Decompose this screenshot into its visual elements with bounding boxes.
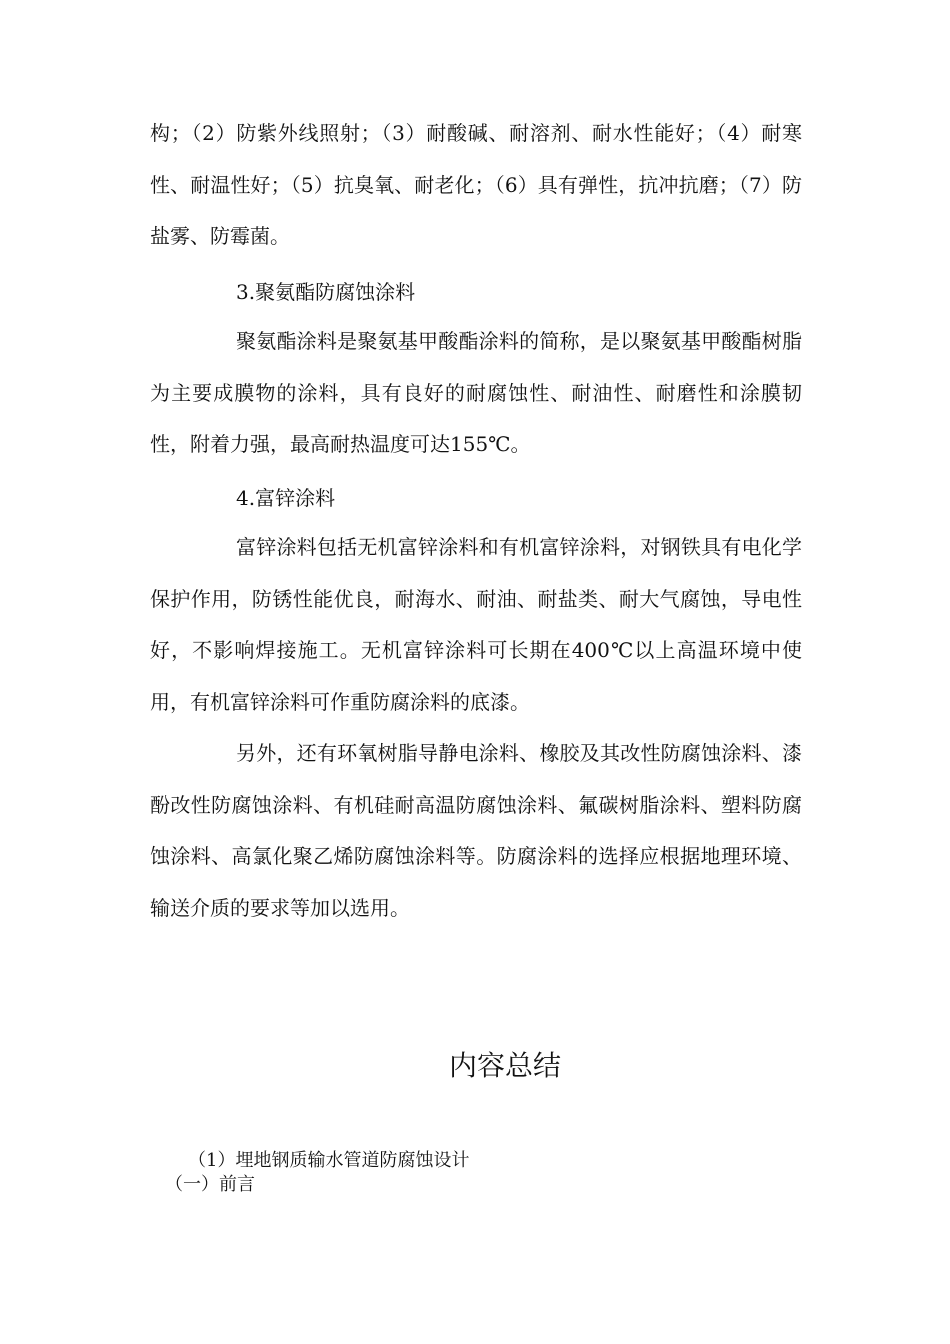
summary-title: 内容总结 xyxy=(448,1049,561,1082)
section3-paragraph: 聚氨酯涂料是聚氨基甲酸酯涂料的简称，是以聚氨基甲酸酯树脂为主要成膜物的涂料，具有良好的耐腐蚀性、耐油性、耐磨性和涂膜韧性，附着力强，最高耐热温度可达155℃。 xyxy=(150,329,802,456)
section4-heading: 4.富锌涂料 xyxy=(236,486,336,510)
section4-paragraph: 富锌涂料包括无机富锌涂料和有机富锌涂料，对钢铁具有电化学保护作用，防锈性能优良，耐海水、耐油、耐盐类、耐大气腐蚀，导电性好，不影响焊接施工。无机富锌涂料可长期在400℃以上高温环境中使用，有机富锌涂料可作重防腐涂料的底漆。 xyxy=(150,535,802,714)
section3-heading: 3.聚氨酯防腐蚀涂料 xyxy=(236,280,416,304)
summary-item-2: （一）前言 xyxy=(165,1174,255,1195)
summary-item-1: （1）埋地钢质输水管道防腐蚀设计 xyxy=(188,1150,470,1171)
continuation-paragraph: 构；（2）防紫外线照射；（3）耐酸碱、耐溶剂、耐水性能好；（4）耐寒性、耐温性好；（5）抗臭氧、耐老化；（6）具有弹性，抗冲抗磨；（7）防盐雾、防霉菌。 xyxy=(150,121,802,248)
other-coatings-paragraph: 另外，还有环氧树脂导静电涂料、橡胶及其改性防腐蚀涂料、漆酚改性防腐蚀涂料、有机硅耐高温防腐蚀涂料、氟碳树脂涂料、塑料防腐蚀涂料、高氯化聚乙烯防腐蚀涂料等。防腐涂料的选择应根据地理环境、输送介质的要求等加以选用。 xyxy=(150,741,802,920)
